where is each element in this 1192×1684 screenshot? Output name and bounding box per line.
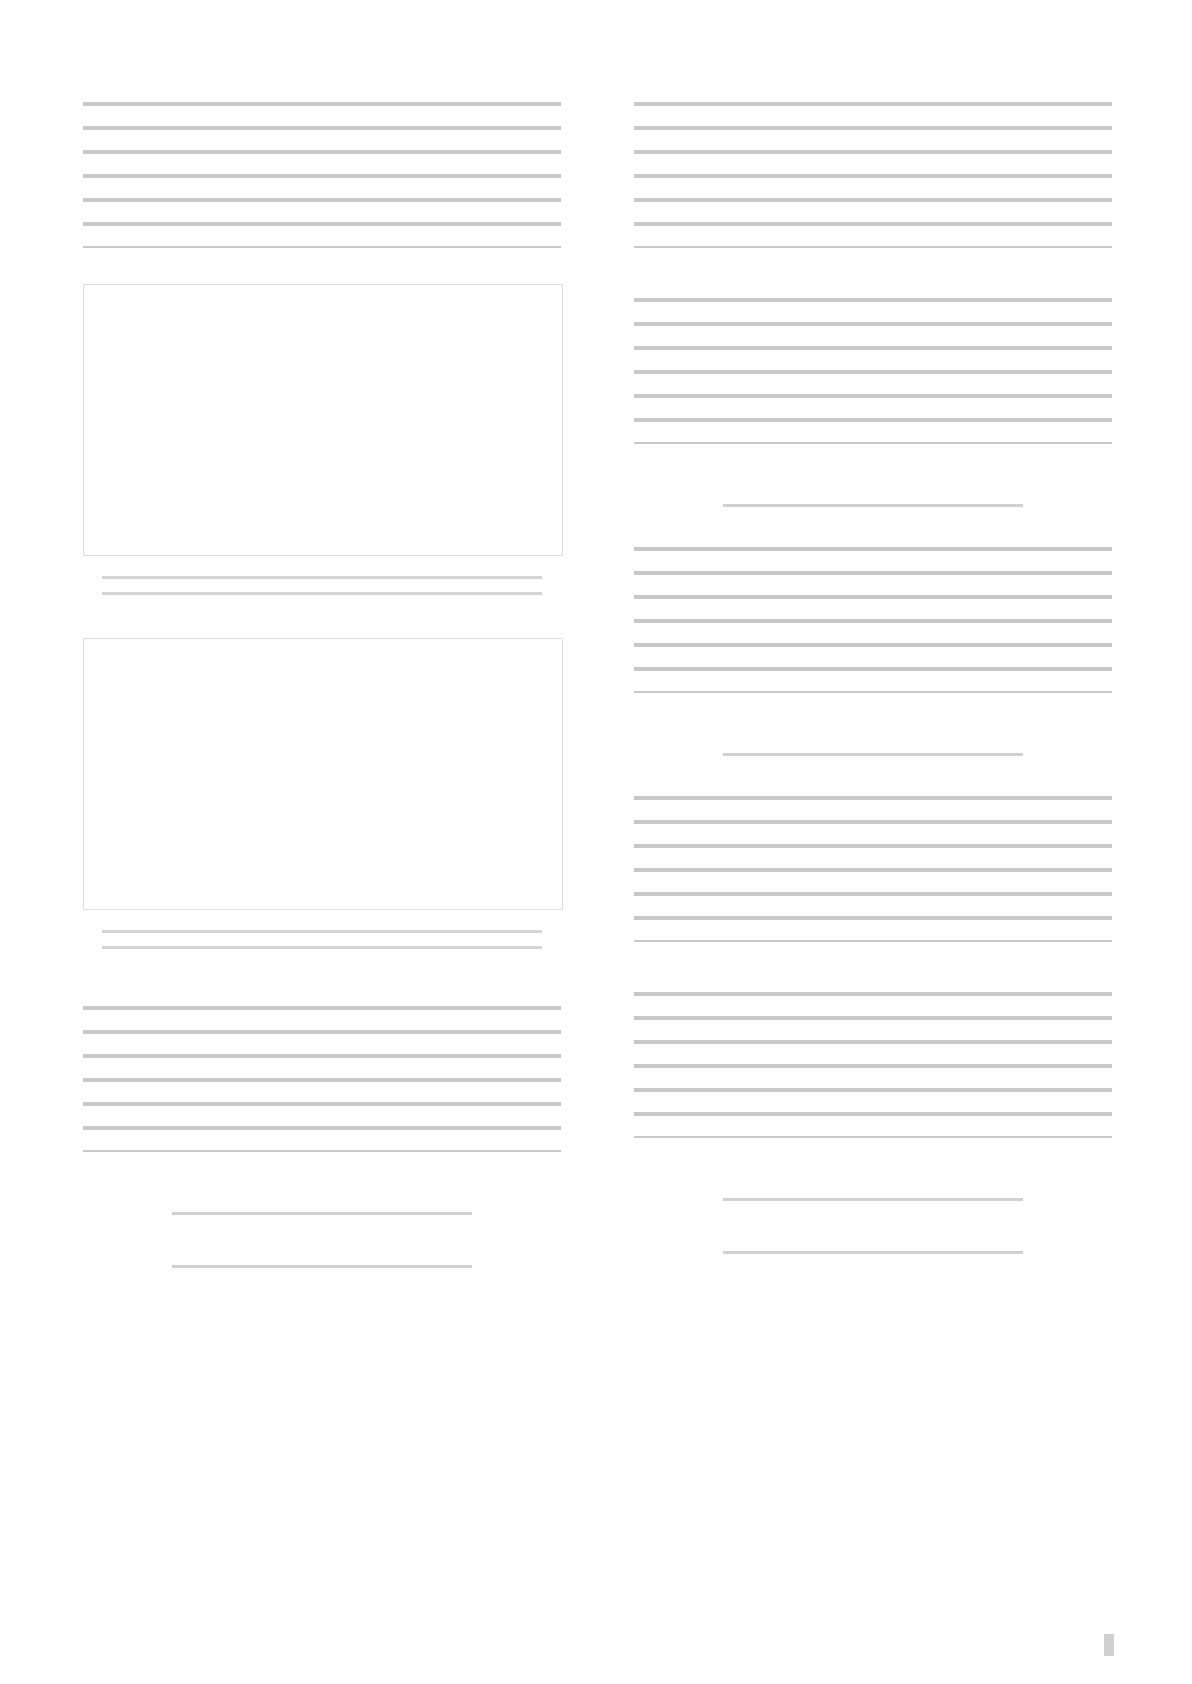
right-column xyxy=(634,88,1112,1280)
body-paragraph xyxy=(83,992,561,1152)
figure-2 xyxy=(83,638,563,910)
equation xyxy=(723,1227,1023,1254)
equation xyxy=(172,1188,472,1215)
equation xyxy=(723,1174,1023,1201)
equation xyxy=(172,1241,472,1268)
page-number xyxy=(1104,1634,1114,1656)
figure-caption xyxy=(102,568,542,598)
body-paragraph xyxy=(634,533,1112,693)
equation xyxy=(723,480,1023,507)
body-paragraph xyxy=(634,782,1112,942)
body-paragraph xyxy=(634,284,1112,444)
body-paragraph xyxy=(83,88,561,248)
data-block xyxy=(634,978,1112,1138)
equation xyxy=(723,729,1023,756)
data-block xyxy=(634,88,1112,248)
left-column xyxy=(83,88,561,1294)
figure-1 xyxy=(83,284,563,556)
figure-caption xyxy=(102,922,542,952)
